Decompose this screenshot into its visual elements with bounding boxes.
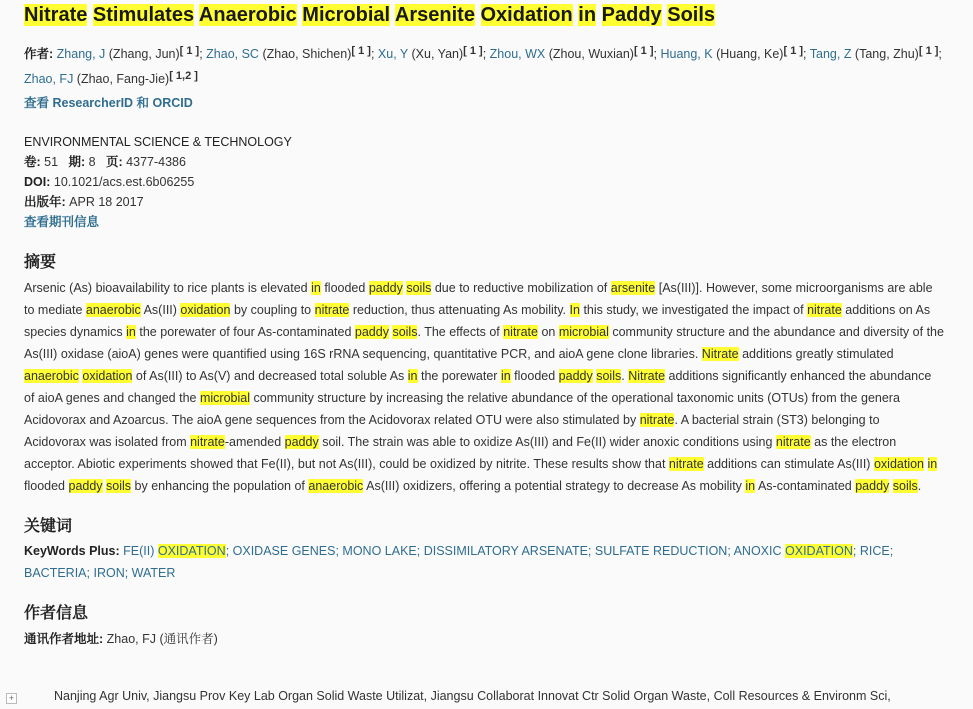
keyword-link[interactable]: OXIDASE GENES	[232, 544, 336, 558]
highlighted-term: paddy	[855, 479, 890, 493]
title-word: Microbial	[302, 4, 391, 26]
keyword-link[interactable]: ANOXIC OXIDATION	[733, 544, 853, 558]
title-word: Arsenite	[394, 4, 475, 26]
keyword-link[interactable]: MONO LAKE	[342, 544, 417, 558]
author-link[interactable]: Zhou, WX	[489, 47, 546, 61]
author-link[interactable]: Tang, Z	[809, 47, 852, 61]
affiliation-marker[interactable]: [ 1 ]	[179, 45, 200, 57]
authors-block: 作者: Zhang, J (Zhang, Jun)[ 1 ]; Zhao, SC (Zhao, Shichen)[ 1 ]; Xu, Y (Xu, Yan)[ 1 ]; Zhou, WX (Zhou, Wuxian)[ 1 ]; Huang, K (Huang, Ke)[ 1 ]; Tang, Z (Tang, Zhu)[ 1 ]; Zhao, FJ (Zhao, Fang-Jie)[ 1,2 ]	[24, 45, 942, 86]
author-link[interactable]: Zhao, SC	[206, 47, 259, 61]
volume-label: 卷:	[24, 155, 41, 169]
highlighted-term: microbial	[199, 391, 250, 405]
highlighted-term: oxidation	[180, 303, 231, 317]
highlighted-term: anaerobic	[308, 479, 364, 493]
corresponding-value: Zhao, FJ (通讯作者)	[106, 632, 218, 646]
affiliation-marker[interactable]: [ 1,2 ]	[169, 70, 198, 82]
highlighted-term: oxidation	[873, 457, 925, 471]
title-word: in	[578, 4, 597, 26]
author-full-name: (Xu, Yan)	[408, 47, 464, 61]
highlighted-term: in	[745, 479, 756, 493]
author-full-name: (Tang, Zhu)	[851, 47, 919, 61]
highlighted-term: paddy	[354, 325, 389, 339]
author-full-name: (Zhang, Jun)	[105, 47, 180, 61]
highlighted-term: OXIDATION	[785, 544, 853, 558]
highlighted-term: anaerobic	[85, 303, 141, 317]
author-full-name: (Zhao, Fang-Jie)	[73, 72, 170, 86]
keyword-link[interactable]: IRON	[93, 566, 125, 580]
pages-value: 4377-4386	[126, 155, 186, 169]
researcher-id-link[interactable]: 查看 ResearcherID 和 ORCID	[24, 96, 193, 110]
highlighted-term: paddy	[68, 479, 103, 493]
issue-value: 8	[88, 155, 96, 169]
keyword-link[interactable]: WATER	[131, 566, 176, 580]
affiliation-marker[interactable]: [ 1 ]	[633, 45, 654, 57]
authors-label: 作者:	[24, 47, 54, 61]
doi-value: 10.1021/acs.est.6b06255	[53, 175, 195, 189]
author-full-name: (Zhao, Shichen)	[258, 47, 352, 61]
highlighted-term: soils	[106, 479, 132, 493]
highlighted-term: nitrate	[639, 413, 675, 427]
highlighted-term: arsenite	[610, 281, 656, 295]
volume-value: 51	[44, 155, 59, 169]
highlighted-term: anaerobic	[24, 369, 79, 383]
highlighted-term: in	[500, 369, 511, 383]
highlighted-term: in	[927, 457, 938, 471]
highlighted-term: Nitrate	[701, 347, 739, 361]
keywords-heading: 关键词	[24, 518, 73, 535]
highlighted-term: paddy	[368, 281, 403, 295]
pub-date-label: 出版年:	[24, 195, 66, 209]
record-page	[24, 0, 954, 649]
highlighted-term: Nitrate	[628, 369, 666, 383]
highlighted-term: nitrate	[668, 457, 704, 471]
keyword-link[interactable]: FE(II) OXIDATION	[123, 544, 226, 558]
title-word: Nitrate	[24, 4, 88, 26]
author-link[interactable]: Zhao, FJ	[24, 72, 74, 86]
highlighted-term: nitrate	[314, 303, 350, 317]
journal-name: ENVIRONMENTAL SCIENCE & TECHNOLOGY	[24, 135, 292, 149]
article-title	[24, 0, 954, 28]
keyword-link[interactable]: BACTERIA	[24, 566, 87, 580]
abstract-text: Arsenic (As) bioavailability to rice plants is elevated in flooded paddy soils due to reductive mobilization of arsenite [As(III)]. However, some microorganisms are able to mediate anaerobic As(III) oxidation by coupling to nitrate reduction, thus attenuating As mobility. In this study, we investigated the impact of nitrate additions on As species dynamics in the porewater of four As-contaminated paddy soils. The effects of nitrate on microbial community structure and the abundance and diversity of the As(III) oxidase (aioA) genes were quantified using 16S rRNA sequencing, quantitative PCR, and aioA gene clone libraries. Nitrate additions greatly stimulated anaerobic oxidation of As(III) to As(V) and decreased total soluble As in the porewater in flooded paddy soils. Nitrate additions significantly enhanced the abundance of aioA genes and changed the microbial community structure by increasing the relative abundance of the operational taxonomic units (OTUs) from the genera Acidovorax and Azoarcus. The aioA gene sequences from the Acidovorax related OTU were also stimulated by nitrate. A bacterial strain (ST3) belonging to Acidovorax was isolated from nitrate-amended paddy soil. The strain was able to oxidize As(III) and Fe(II) wider anoxic conditions using nitrate as the electron acceptor. Abiotic experiments showed that Fe(II), but not As(III), could be oxidized by nitrite. These results show that nitrate additions can stimulate As(III) oxidation in flooded paddy soils by enhancing the population of anaerobic As(III) oxidizers, offering a potential strategy to decrease As mobility in As-contaminated paddy soils.	[24, 281, 944, 493]
highlighted-term: oxidation	[82, 369, 133, 383]
author-link[interactable]: Zhang, J	[56, 47, 106, 61]
highlighted-term: paddy	[558, 369, 593, 383]
highlighted-term: In	[569, 303, 580, 317]
title-word: Anaerobic	[198, 4, 297, 26]
journal-block	[24, 132, 954, 232]
author-link[interactable]: Huang, K	[660, 47, 713, 61]
title-word: Oxidation	[480, 4, 573, 26]
highlighted-term: in	[407, 369, 418, 383]
highlighted-term: nitrate	[775, 435, 811, 449]
highlighted-term: soils	[596, 369, 622, 383]
highlighted-term: soils	[392, 325, 418, 339]
author-info-heading: 作者信息	[24, 605, 89, 622]
affiliation-marker[interactable]: [ 1 ]	[463, 45, 483, 57]
keyword-link[interactable]: SULFATE REDUCTION	[594, 544, 728, 558]
title-word: Paddy	[601, 4, 662, 26]
highlighted-term: microbial	[558, 325, 609, 339]
highlighted-term: soils	[406, 281, 432, 295]
highlighted-term: in	[126, 325, 136, 339]
issue-label: 期:	[68, 155, 86, 169]
highlighted-term: nitrate	[807, 303, 842, 317]
highlighted-term: nitrate	[503, 325, 538, 339]
plus-icon[interactable]: +	[6, 693, 17, 704]
keyword-link[interactable]: DISSIMILATORY ARSENATE	[423, 544, 588, 558]
author-link[interactable]: Xu, Y	[377, 47, 409, 61]
affiliation-marker[interactable]: [ 1 ]	[351, 45, 371, 57]
title-word: Soils	[667, 4, 716, 26]
highlighted-term: paddy	[284, 435, 319, 449]
abstract-heading: 摘要	[24, 254, 57, 271]
journal-info-link[interactable]: 查看期刊信息	[24, 215, 100, 229]
affiliation-marker[interactable]: [ 1 ]	[918, 45, 939, 57]
keywords-plus-label: KeyWords Plus:	[24, 544, 120, 558]
doi-label: DOI:	[24, 175, 51, 189]
keyword-link[interactable]: RICE	[859, 544, 890, 558]
title-word: Stimulates	[92, 4, 195, 26]
corresponding-address	[24, 629, 954, 649]
highlighted-term: in	[311, 281, 321, 295]
corresponding-label: 通讯作者地址:	[24, 632, 104, 646]
affiliation-marker[interactable]: [ 1 ]	[783, 45, 804, 57]
pub-date-value: APR 18 2017	[69, 195, 144, 209]
pages-label: 页:	[106, 155, 123, 169]
highlighted-term: soils	[892, 479, 918, 493]
keywords-block: KeyWords Plus: FE(II) OXIDATION; OXIDASE GENES; MONO LAKE; DISSIMILATORY ARSENATE; SULFATE REDUCTION; ANOXIC OXIDATION; RICE; BACTERIA; IRON; WATER	[24, 544, 894, 580]
author-full-name: (Zhou, Wuxian)	[545, 47, 634, 61]
author-full-name: (Huang, Ke)	[712, 47, 784, 61]
organization-address: Nanjing Agr Univ, Jiangsu Prov Key Lab Organ Solid Waste Utilizat, Jiangsu Collaborat Innovat Ctr Solid Organ Waste, Coll Resources & Environm Sci,	[54, 689, 891, 703]
highlighted-term: nitrate	[190, 435, 225, 449]
highlighted-term: OXIDATION	[157, 544, 226, 558]
